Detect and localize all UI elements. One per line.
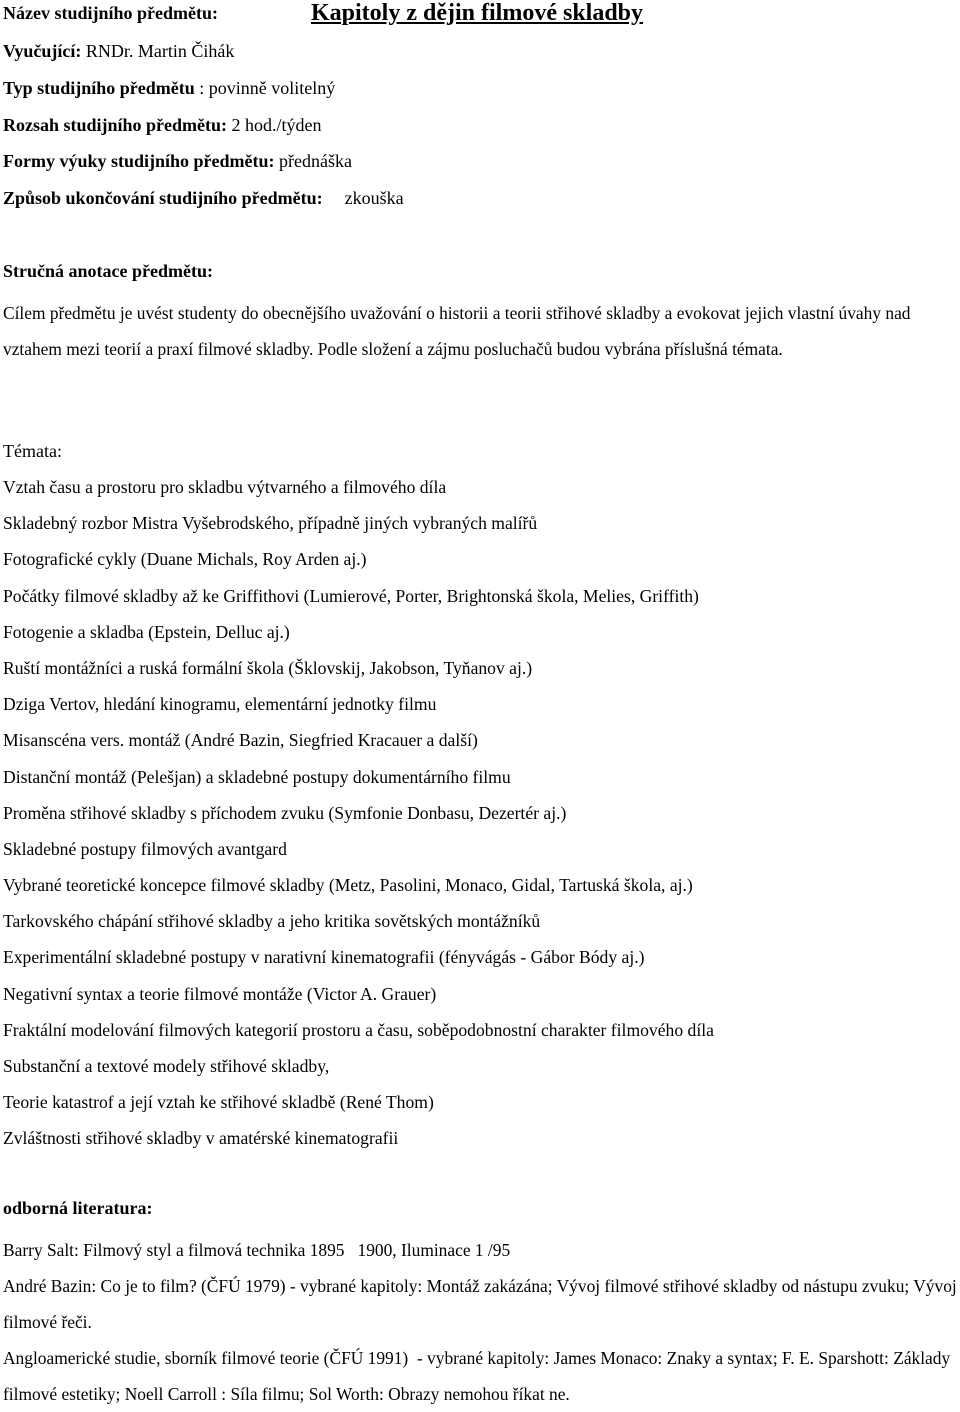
topic-item: Fotogenie a skladba (Epstein, Delluc aj.): [3, 621, 290, 642]
topic-item: Dziga Vertov, hledání kinogramu, elementární jednotky filmu: [3, 694, 437, 715]
annotation-text: Cílem předmětu je uvést studenty do obecnějšího uvažování o historii a teorii střihové skladby a evokovat jejich vlastní úvahy nad vztahem mezi teorií a praxí filmové skladby. Podle složení a zájmu posluchačů budou vybrána příslušná témata.: [3, 303, 911, 359]
teacher-row: [3, 40, 234, 62]
topics-list: [3, 476, 714, 1164]
teaching-forms-row: [3, 150, 352, 172]
completion-row: [3, 187, 404, 209]
topic-item: Vybrané teoretické koncepce filmové skladby (Metz, Pasolini, Monaco, Gidal, Tartuská škola, aj.): [3, 875, 693, 896]
teacher-value: RNDr. Martin Čihák: [81, 41, 235, 61]
topic-item: Proměna střihové skladby s příchodem zvuku (Symfonie Donbasu, Dezertér aj.): [3, 802, 567, 823]
completion-label: Způsob ukončování studijního předmětu:: [3, 188, 323, 208]
topic-item: Fotografické cykly (Duane Michals, Roy Arden aj.): [3, 549, 367, 570]
teaching-forms-value: přednáška: [274, 151, 352, 171]
literature-item: Barry Salt: Filmový styl a filmová technika 1895 1900, Iluminace 1 /95: [3, 1240, 511, 1260]
course-scope-value: 2 hod./týden: [227, 115, 322, 135]
teacher-label: Vyučující:: [3, 41, 82, 61]
topic-item: Ruští montážníci a ruská formální škola (Šklovskij, Jakobson, Tyňanov aj.): [3, 657, 533, 678]
literature-list: [3, 1232, 960, 1412]
teaching-forms-label: Formy výuky studijního předmětu:: [3, 151, 275, 171]
course-title: Kapitoly z dějin filmové skladby: [311, 0, 644, 26]
topic-item: Zvláštnosti střihové skladby v amatérské kinematografii: [3, 1128, 399, 1149]
annotation-label: Stručná anotace předmětu:: [3, 261, 213, 281]
literature-item: André Bazin: Co je to film? (ČFÚ 1979) - vybrané kapitoly: Montáž zakázána; Vývoj filmové střihové skladby od nástupu zvuku; Vývoj filmové řeči.: [3, 1276, 957, 1332]
topic-item: Negativní syntax a teorie filmové montáže (Victor A. Grauer): [3, 983, 437, 1004]
topic-item: Substanční a textové modely střihové skladby,: [3, 1056, 330, 1076]
topic-item: Počátky filmové skladby až ke Griffithovi (Lumierové, Porter, Brightonská škola, Melies, Griffith): [3, 585, 699, 606]
topic-item: Experimentální skladebné postupy v narativní kinematografii (fényvágás - Gábor Bódy aj.): [3, 947, 645, 968]
topics-label: Témata:: [3, 441, 62, 461]
completion-value: zkouška: [344, 188, 404, 208]
topic-item: Misanscéna vers. montáž (André Bazin, Siegfried Kracauer a další): [3, 730, 478, 751]
course-type-label: Typ studijního předmětu: [3, 78, 195, 98]
topic-item: Skladebný rozbor Mistra Vyšebrodského, případně jiných vybraných malířů: [3, 513, 538, 534]
course-type-value: : povinně volitelný: [194, 78, 336, 98]
topic-item: Tarkovského chápání střihové skladby a jeho kritika sovětských montážníků: [3, 911, 541, 932]
literature-item: Angloamerické studie, sborník filmové teorie (ČFÚ 1991) - vybrané kapitoly: James Monaco: Znaky a syntax; F. E. Sparshott: Základy filmové estetiky; Noell Carroll : Síla filmu; Sol Worth: Obrazy nemohou říkat ne.: [3, 1348, 951, 1404]
course-name-label: Název studijního předmětu:: [3, 3, 218, 23]
topic-item: Distanční montáž (Pelešjan) a skladebné postupy dokumentárního filmu: [3, 766, 511, 787]
course-type-row: [3, 77, 335, 99]
topic-item: Teorie katastrof a její vztah ke střihové skladbě (René Thom): [3, 1092, 434, 1113]
topic-item: Vztah času a prostoru pro skladbu výtvarného a filmového díla: [3, 477, 447, 497]
topic-item: Skladebné postupy filmových avantgard: [3, 838, 287, 859]
course-scope-row: [3, 114, 322, 136]
course-scope-label: Rozsah studijního předmětu:: [3, 115, 228, 135]
topic-item: Fraktální modelování filmových kategorií prostoru a času, soběpodobnostní charakter filmového díla: [3, 1019, 714, 1040]
literature-label: odborná literatura:: [3, 1198, 153, 1218]
